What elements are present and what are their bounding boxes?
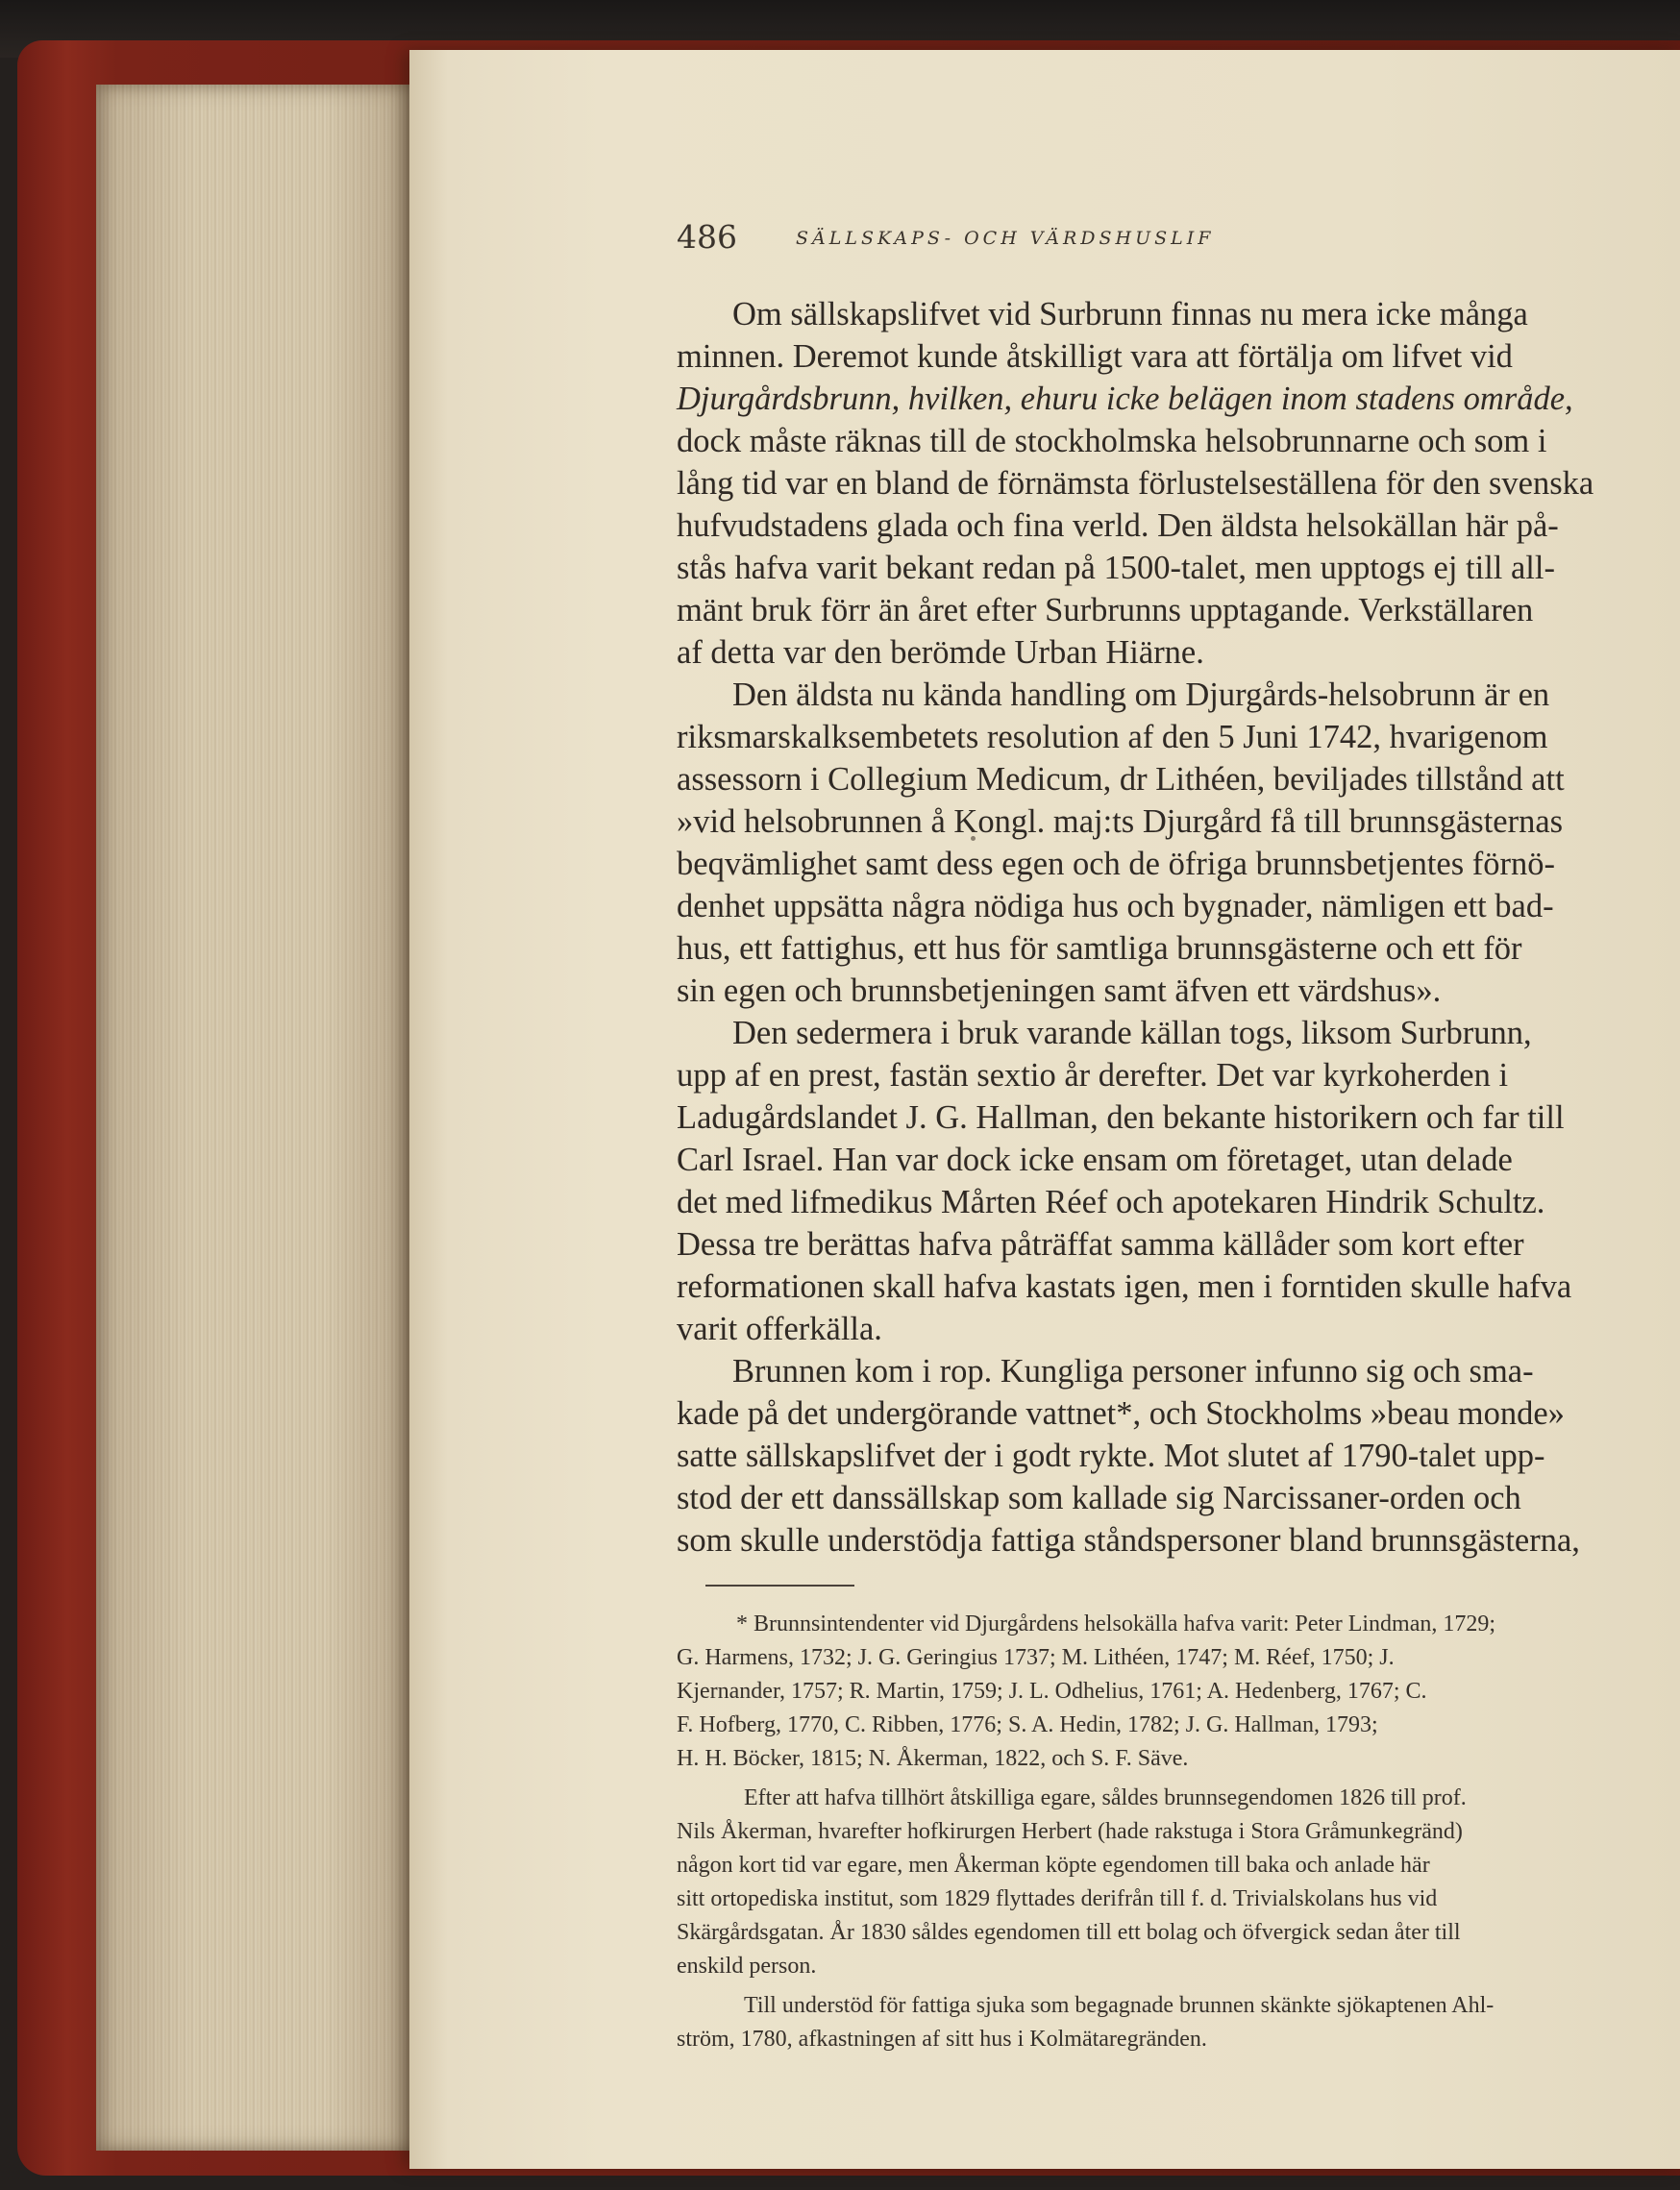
text-line: upp af en prest, fastän sextio år derefter. Det var kyrkoherden i (677, 1057, 1509, 1094)
text-line: satte sällskapslifvet der i godt rykte. Mot slutet af 1790-talet upp- (677, 1438, 1545, 1474)
text-line: assessorn i Collegium Medicum, dr Lithéen, beviljades tillstånd att (677, 761, 1565, 798)
running-head-title: SÄLLSKAPS- OCH VÄRDSHUSLIF (796, 228, 1215, 249)
footnote-line: * Brunnsintendenter vid Djurgårdens helsokälla hafva varit: Peter Lindman, 1729; (736, 1612, 1496, 1636)
footnote-line: Skärgårdsgatan. År 1830 såldes egendomen till ett bolag och öfvergick sedan åter till (677, 1920, 1461, 1945)
footnote-rule (705, 1585, 854, 1587)
text-line: hus, ett fattighus, ett hus för samtliga brunnsgästerne och ett för (677, 930, 1522, 967)
text-line: sin egen och brunnsbetjeningen samt äfven ett värdshus». (677, 972, 1442, 1009)
text-line: hufvudstadens glada och fina verld. Den äldsta helsokällan här på- (677, 507, 1559, 544)
running-head (677, 218, 1680, 293)
text-line: dock måste räknas till de stockholmska helsobrunnarne och som i (677, 423, 1547, 459)
footnote-line: sitt ortopediska institut, som 1829 flyttades derifrån till f. d. Trivialskolans hus vid (677, 1886, 1438, 1911)
text-line: minnen. Deremot kunde åtskilligt vara att förtälja om lifvet vid (677, 338, 1513, 375)
text-line: stås hafva varit bekant redan på 1500-talet, men upptogs ej till all- (677, 550, 1555, 586)
footnote-line: Efter att hafva tillhört åtskilliga egare, såldes brunnsegendomen 1826 till prof. (744, 1785, 1467, 1810)
footnote-line: Kjernander, 1757; R. Martin, 1759; J. L. Odhelius, 1761; A. Hedenberg, 1767; C. (677, 1679, 1427, 1704)
footnote-line: F. Hofberg, 1770, C. Ribben, 1776; S. A. Hedin, 1782; J. G. Hallman, 1793; (677, 1712, 1378, 1737)
text-line: mänt bruk förr än året efter Surbrunns upptagande. Verkställaren (677, 592, 1534, 628)
book-page (409, 50, 1680, 2169)
text-line: lång tid var en bland de förnämsta förlustelseställena för den svenska (677, 465, 1594, 502)
text-line: varit offerkälla. (677, 1311, 882, 1347)
footnote-line: någon kort tid var egare, men Åkerman köpte egendomen till baka och anlade här (677, 1853, 1430, 1878)
footnote-line: ström, 1780, afkastningen af sitt hus i Kolmätaregränden. (677, 2027, 1207, 2052)
footnote-line: Nils Åkerman, hvarefter hofkirurgen Herbert (hade rakstuga i Stora Gråmunkegränd) (677, 1819, 1463, 1844)
page-edges-shading (96, 85, 423, 2151)
body-text (677, 293, 1680, 1562)
text-line: Djurgårdsbrunn, hvilken, ehuru icke belägen inom stadens område, (677, 381, 1573, 417)
text-line: beqvämlighet samt dess egen och de öfriga brunnsbetjentes förnö- (677, 846, 1555, 882)
footnotes (677, 1608, 1680, 2056)
footnote-line: enskild person. (677, 1954, 817, 1979)
text-line: Den äldsta nu kända handling om Djurgårds-helsobrunn är en (732, 677, 1550, 713)
text-line: Dessa tre berättas hafva påträffat samma källåder som kort efter (677, 1226, 1524, 1263)
text-line: »vid helsobrunnen å Kongl. maj:ts Djurgård få till brunnsgästernas (677, 803, 1564, 840)
text-line: riksmarskalksembetets resolution af den 5 Juni 1742, hvarigenom (677, 719, 1548, 755)
text-line: som skulle understödja fattiga ståndspersoner bland brunnsgästerna, (677, 1522, 1580, 1559)
text-line: af detta var den berömde Urban Hiärne. (677, 634, 1204, 671)
text-line: Brunnen kom i rop. Kungliga personer infunno sig och sma- (732, 1353, 1534, 1390)
footnote-line: H. H. Böcker, 1815; N. Åkerman, 1822, och S. F. Säve. (677, 1746, 1189, 1771)
page-content (677, 218, 1680, 2056)
footnote-line: Till understöd för fattiga sjuka som begagnade brunnen skänkte sjökaptenen Ahl- (744, 1993, 1495, 2018)
text-line: Om sällskapslifvet vid Surbrunn finnas nu mera icke många (732, 296, 1528, 332)
text-line: Carl Israel. Han var dock icke ensam om företaget, utan delade (677, 1142, 1513, 1178)
footnote-line: G. Harmens, 1732; J. G. Geringius 1737; M. Lithéen, 1747; M. Réef, 1750; J. (677, 1645, 1395, 1670)
text-line: det med lifmedikus Mårten Réef och apotekaren Hindrik Schultz. (677, 1184, 1545, 1220)
text-line: reformationen skall hafva kastats igen, men i forntiden skulle hafva (677, 1268, 1572, 1305)
text-line: stod der ett danssällskap som kallade sig Narcissaner-orden och (677, 1480, 1521, 1516)
page-number: 486 (677, 218, 737, 256)
text-line: denhet uppsätta några nödiga hus och bygnader, nämligen ett bad- (677, 888, 1554, 924)
text-line: Den sedermera i bruk varande källan togs, liksom Surbrunn, (732, 1015, 1532, 1051)
text-line: kade på det undergörande vattnet*, och Stockholms »beau monde» (677, 1395, 1565, 1432)
text-line: Ladugårdslandet J. G. Hallman, den bekante historikern och far till (677, 1099, 1565, 1136)
